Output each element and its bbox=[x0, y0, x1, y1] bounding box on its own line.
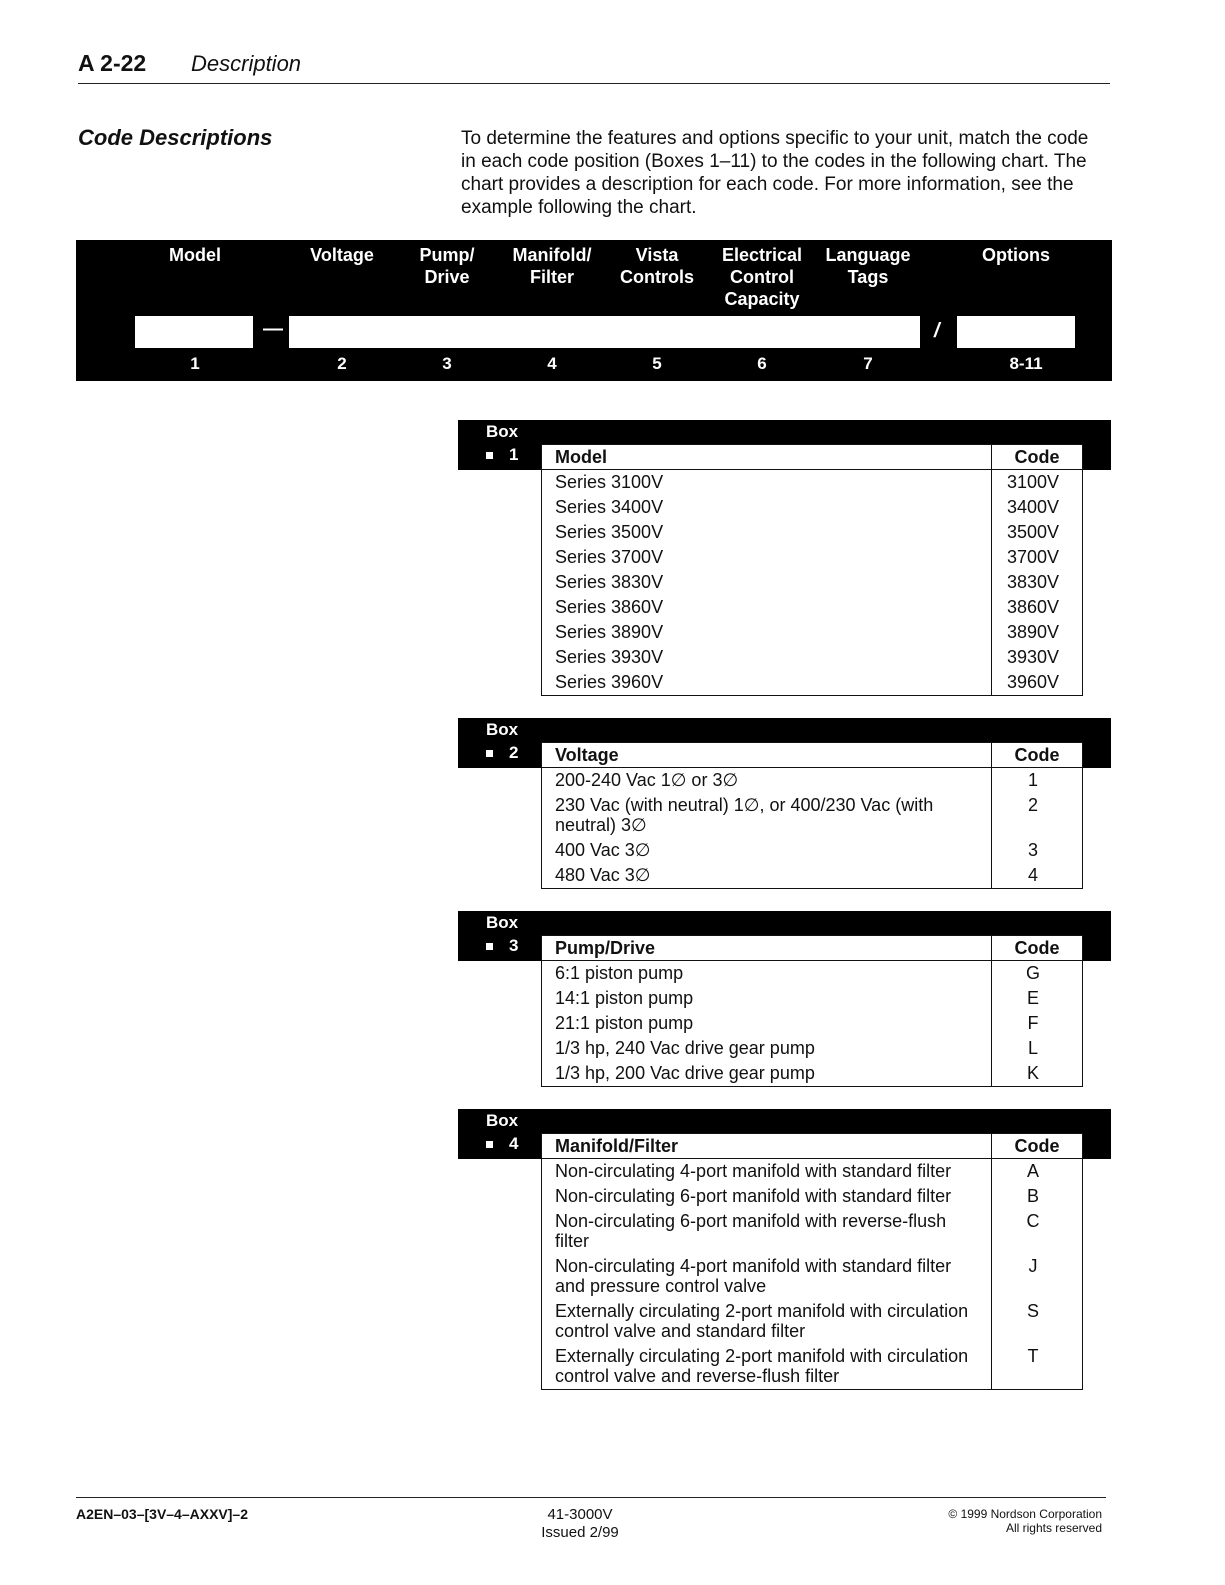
row-code: J bbox=[992, 1254, 1083, 1299]
row-description: Series 3700V bbox=[555, 547, 664, 567]
row-description: Series 3930V bbox=[555, 647, 664, 667]
bullet-square-icon bbox=[486, 1141, 493, 1148]
column-header-description: Manifold/Filter bbox=[542, 1134, 992, 1159]
table-row bbox=[542, 1159, 1082, 1185]
row-code: G bbox=[992, 961, 1083, 987]
codebar-header-language-tags: Language Tags bbox=[825, 245, 911, 287]
column-header-code: Code bbox=[992, 936, 1083, 961]
footer-copyright-block bbox=[880, 1507, 1102, 1535]
row-description: Externally circulating 2-port manifold with circulation control valve and standard filter bbox=[555, 1301, 969, 1341]
codebar-number: 5 bbox=[652, 354, 662, 373]
box-number: 2 bbox=[509, 743, 519, 762]
row-code: 3890V bbox=[992, 620, 1083, 645]
page-number: A 2-22 bbox=[78, 50, 147, 76]
codebar-header-voltage: Voltage bbox=[310, 245, 374, 265]
box-number: 4 bbox=[509, 1134, 519, 1153]
box-word: Box bbox=[486, 422, 519, 441]
intro-paragraph: To determine the features and options specific to your unit, match the code in each code position (Boxes 1–11) to the codes in the following chart. The chart provides a description for each code. For more information, see the example following the chart. bbox=[461, 128, 1089, 218]
codebar-header-model: Model bbox=[169, 245, 221, 265]
row-code: 3700V bbox=[992, 545, 1083, 570]
row-code: 1 bbox=[992, 768, 1083, 794]
table-row bbox=[542, 1254, 1082, 1299]
row-description: 480 Vac 3∅ bbox=[555, 865, 651, 885]
row-code: 2 bbox=[992, 793, 1083, 838]
row-description: Externally circulating 2-port manifold with circulation control valve and reverse-flush filter bbox=[555, 1346, 969, 1386]
header-rule bbox=[78, 83, 1110, 84]
footer-part-number: 41-3000V bbox=[547, 1506, 613, 1523]
model-code-box bbox=[135, 316, 253, 348]
code-table bbox=[541, 935, 1083, 1087]
row-description: Series 3860V bbox=[555, 597, 664, 617]
table-row bbox=[542, 1036, 1082, 1061]
codebar-number: 6 bbox=[757, 354, 767, 373]
table-row bbox=[542, 1061, 1082, 1086]
table-row bbox=[542, 495, 1082, 520]
table-row bbox=[542, 986, 1082, 1011]
box-label bbox=[486, 718, 518, 764]
column-header-description: Model bbox=[542, 445, 992, 470]
box-number: 1 bbox=[509, 445, 519, 464]
row-description: 230 Vac (with neutral) 1∅, or 400/230 Vac (with neutral) 3∅ bbox=[555, 795, 934, 835]
footer-issued: Issued 2/99 bbox=[541, 1524, 619, 1541]
table-row bbox=[542, 838, 1082, 863]
code-table bbox=[541, 444, 1083, 696]
table-row bbox=[542, 768, 1082, 794]
row-description: 21:1 piston pump bbox=[555, 1013, 694, 1033]
footer-rule bbox=[76, 1497, 1106, 1498]
codebar-header-manifold-filter: Manifold/ Filter bbox=[512, 245, 592, 287]
codebar-number: 7 bbox=[863, 354, 873, 373]
codebar-number: 8-11 bbox=[1009, 354, 1043, 373]
box-number-line bbox=[486, 443, 518, 466]
box-word: Box bbox=[486, 720, 519, 739]
table-row bbox=[542, 470, 1082, 496]
row-code: B bbox=[992, 1184, 1083, 1209]
codebar-number: 4 bbox=[547, 354, 557, 373]
options-code-strip bbox=[289, 316, 920, 348]
box-number-line bbox=[486, 741, 518, 764]
row-code: F bbox=[992, 1011, 1083, 1036]
bullet-square-icon bbox=[486, 750, 493, 757]
bullet-square-icon bbox=[486, 943, 493, 950]
table-row bbox=[542, 1184, 1082, 1209]
row-description: Series 3500V bbox=[555, 522, 664, 542]
bullet-square-icon bbox=[486, 452, 493, 459]
row-description: Non-circulating 6-port manifold with reverse-flush filter bbox=[555, 1211, 947, 1251]
options-code-box bbox=[957, 316, 1075, 348]
row-code: 3400V bbox=[992, 495, 1083, 520]
footer-copyright: © 1999 Nordson Corporation bbox=[948, 1507, 1102, 1521]
box-label bbox=[486, 1109, 518, 1155]
box-number-line bbox=[486, 1132, 518, 1155]
row-description: Series 3960V bbox=[555, 672, 664, 692]
column-header-code: Code bbox=[992, 743, 1083, 768]
table-row bbox=[542, 1209, 1082, 1254]
row-description: 200-240 Vac 1∅ or 3∅ bbox=[555, 770, 739, 790]
row-code: 4 bbox=[992, 863, 1083, 888]
row-description: Series 3100V bbox=[555, 472, 664, 492]
table-row bbox=[542, 1344, 1082, 1389]
section-title: Description bbox=[191, 51, 302, 76]
table-row bbox=[542, 645, 1082, 670]
table-row bbox=[542, 961, 1082, 987]
row-code: E bbox=[992, 986, 1083, 1011]
code-table bbox=[541, 1133, 1083, 1390]
row-description: Series 3830V bbox=[555, 572, 664, 592]
row-code: C bbox=[992, 1209, 1083, 1254]
box-label bbox=[486, 420, 518, 466]
row-code: 3500V bbox=[992, 520, 1083, 545]
table-row bbox=[542, 520, 1082, 545]
slash-separator: / bbox=[934, 320, 940, 342]
box-word: Box bbox=[486, 913, 519, 932]
row-description: 6:1 piston pump bbox=[555, 963, 684, 983]
box-word: Box bbox=[486, 1111, 519, 1130]
row-description: Non-circulating 4-port manifold with standard filter and pressure control valve bbox=[555, 1256, 952, 1296]
table-row bbox=[542, 620, 1082, 645]
row-description: 1/3 hp, 240 Vac drive gear pump bbox=[555, 1038, 815, 1058]
row-description: Series 3400V bbox=[555, 497, 664, 517]
footer-doc-code: A2EN–03–[3V–4–AXXV]–2 bbox=[76, 1506, 248, 1522]
column-header-code: Code bbox=[992, 445, 1083, 470]
box-label bbox=[486, 911, 518, 957]
table-row bbox=[542, 595, 1082, 620]
table-row bbox=[542, 570, 1082, 595]
row-code: T bbox=[992, 1344, 1083, 1389]
row-description: Series 3890V bbox=[555, 622, 664, 642]
table-row bbox=[542, 863, 1082, 888]
box-number: 3 bbox=[509, 936, 519, 955]
code-table bbox=[541, 742, 1083, 889]
footer-part-info bbox=[520, 1506, 640, 1542]
codebar-header-options: Options bbox=[982, 245, 1050, 265]
codebar-number: 2 bbox=[337, 354, 347, 373]
table-row bbox=[542, 670, 1082, 695]
table-row bbox=[542, 793, 1082, 838]
column-header-description: Voltage bbox=[542, 743, 992, 768]
row-code: L bbox=[992, 1036, 1083, 1061]
row-description: 14:1 piston pump bbox=[555, 988, 694, 1008]
row-description: Non-circulating 6-port manifold with standard filter bbox=[555, 1186, 952, 1206]
table-row bbox=[542, 1011, 1082, 1036]
row-description: 400 Vac 3∅ bbox=[555, 840, 651, 860]
code-bar bbox=[76, 240, 1112, 381]
dash-separator: — bbox=[263, 318, 283, 340]
row-code: 3830V bbox=[992, 570, 1083, 595]
footer-rights: All rights reserved bbox=[1005, 1521, 1102, 1535]
row-code: S bbox=[992, 1299, 1083, 1344]
table-row bbox=[542, 545, 1082, 570]
column-header-code: Code bbox=[992, 1134, 1083, 1159]
row-code: 3860V bbox=[992, 595, 1083, 620]
codebar-header-pump-drive: Pump/ Drive bbox=[419, 245, 475, 287]
column-header-description: Pump/Drive bbox=[542, 936, 992, 961]
table-row bbox=[542, 1299, 1082, 1344]
codebar-number: 3 bbox=[442, 354, 452, 373]
row-code: K bbox=[992, 1061, 1083, 1086]
row-code: 3960V bbox=[992, 670, 1083, 695]
code-descriptions-title: Code Descriptions bbox=[78, 125, 273, 150]
codebar-number: 1 bbox=[190, 354, 200, 373]
box-number-line bbox=[486, 934, 518, 957]
row-description: 1/3 hp, 200 Vac drive gear pump bbox=[555, 1063, 815, 1083]
codebar-header-electrical-capacity: Electrical Control Capacity bbox=[721, 245, 803, 309]
row-code: 3 bbox=[992, 838, 1083, 863]
row-code: 3930V bbox=[992, 645, 1083, 670]
row-description: Non-circulating 4-port manifold with standard filter bbox=[555, 1161, 952, 1181]
row-code: 3100V bbox=[992, 470, 1083, 496]
row-code: A bbox=[992, 1159, 1083, 1185]
codebar-header-vista-controls: Vista Controls bbox=[620, 245, 694, 287]
